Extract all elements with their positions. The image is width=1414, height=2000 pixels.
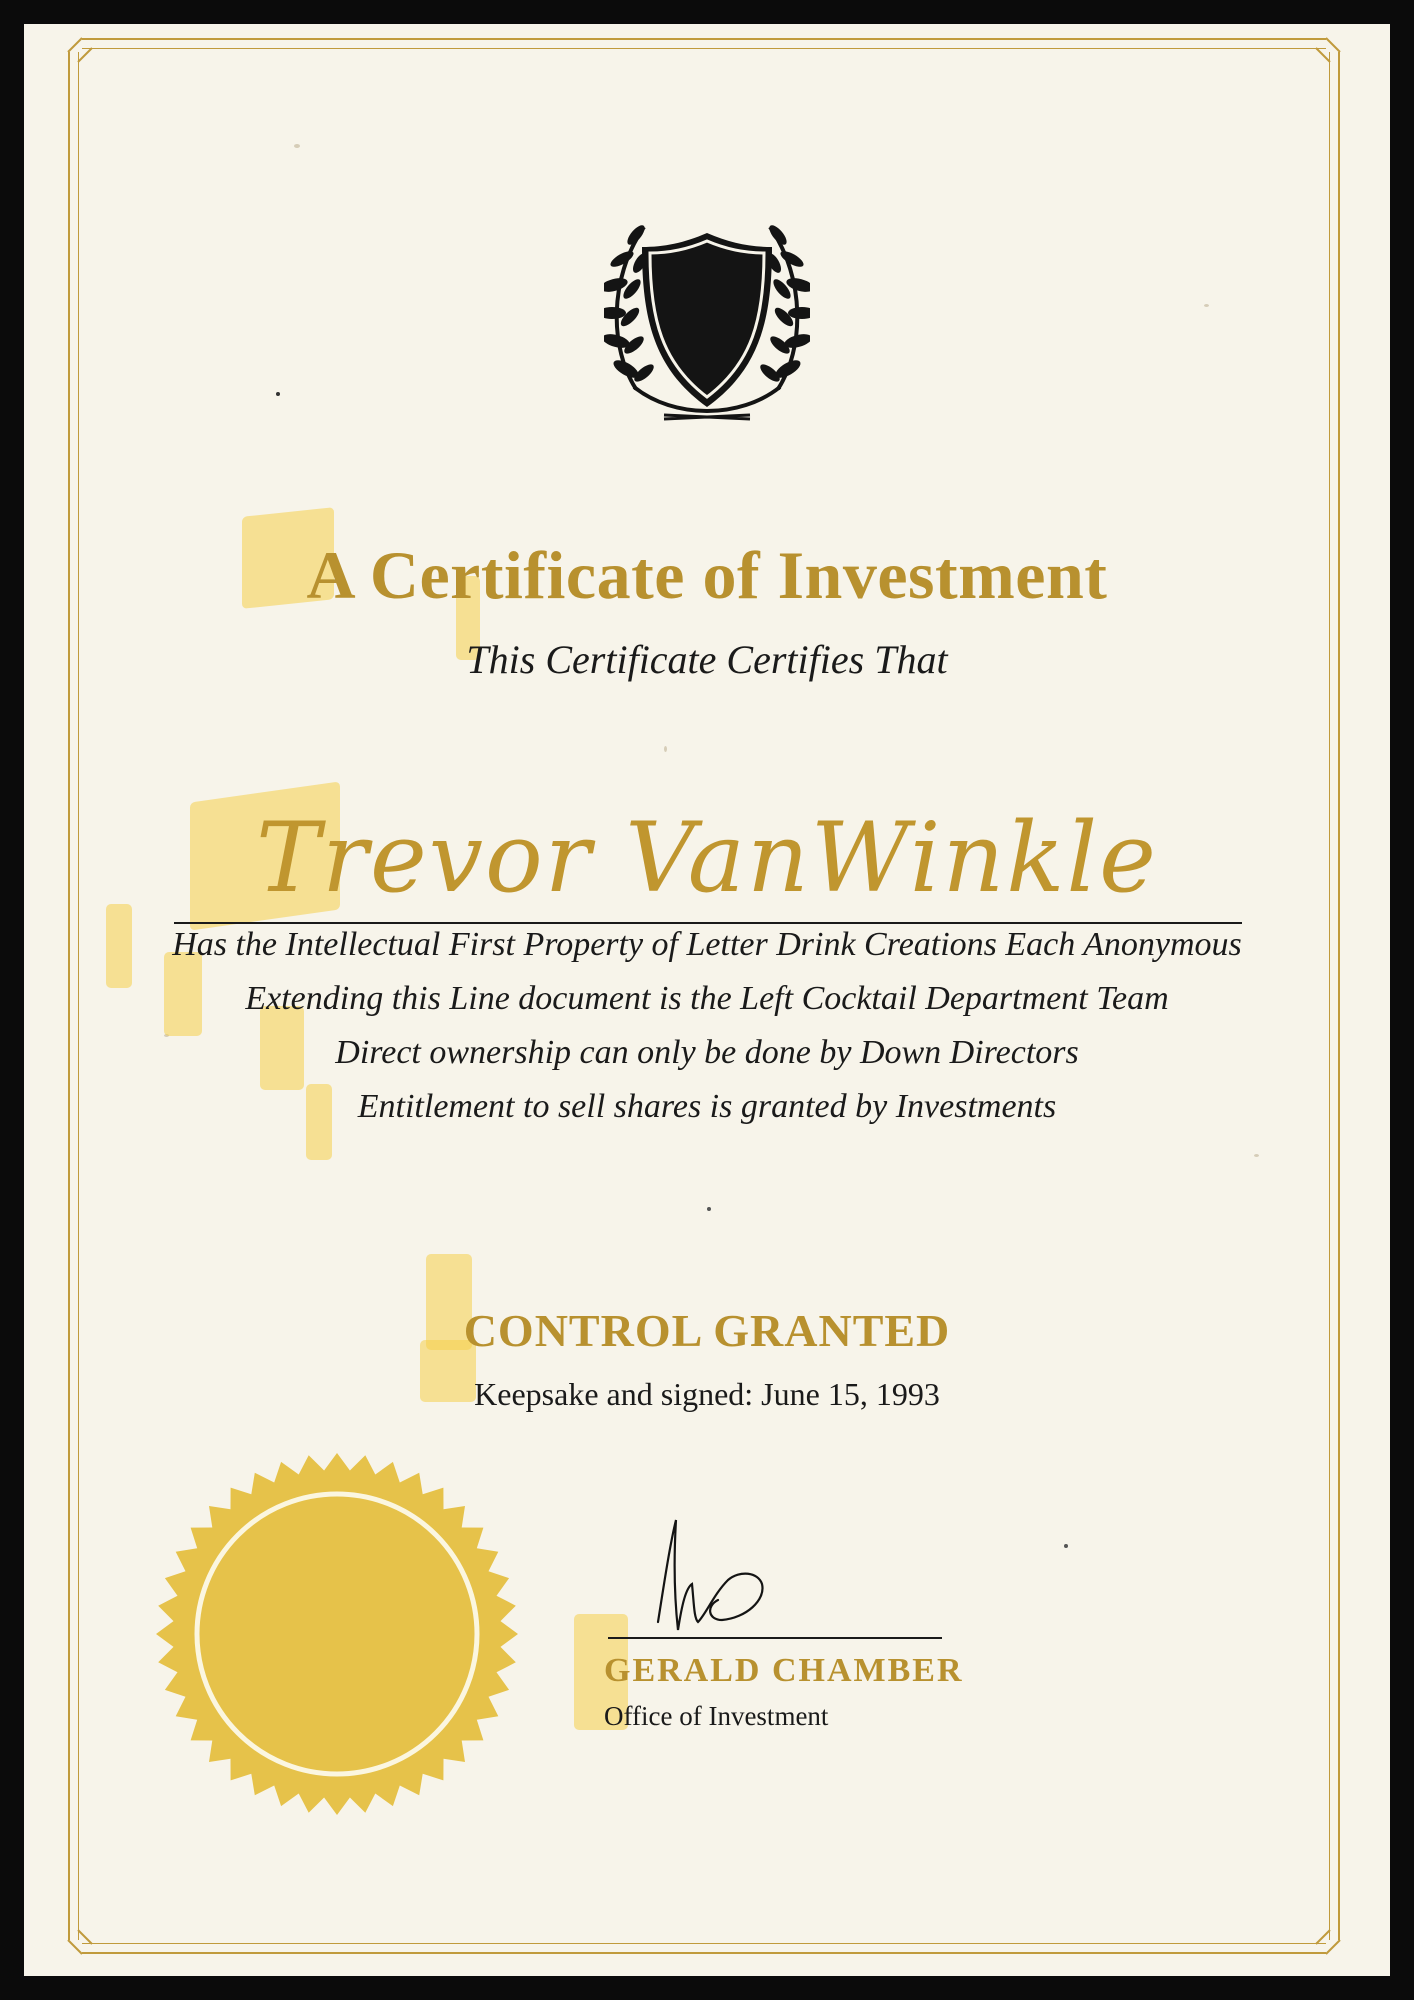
shield-laurel-emblem-icon xyxy=(604,219,810,431)
certificate-subtitle: This Certificate Certifies That xyxy=(466,637,948,682)
signature-line xyxy=(608,1637,942,1639)
certificate-paper xyxy=(24,24,1390,1976)
recipient-name: Trevor VanWinkle xyxy=(256,802,1158,914)
certificate-title: A Certificate of Investment xyxy=(306,537,1108,613)
clause-line: Has the Intellectual First Property of Letter Drink Creations Each Anonymous xyxy=(172,926,1242,963)
clause-line: Entitlement to sell shares is granted by Investments xyxy=(357,1088,1057,1125)
clause-line: Direct ownership can only be done by Down Directors xyxy=(335,1034,1079,1071)
signatory-title: Office of Investment xyxy=(604,1701,829,1731)
status-heading: CONTROL GRANTED xyxy=(463,1305,951,1356)
signatory-name: GERALD CHAMBER xyxy=(604,1652,964,1689)
signature-mark xyxy=(644,1514,844,1644)
recipient-underline xyxy=(174,922,1242,924)
signed-date-line: Keepsake and signed: June 15, 1993 xyxy=(474,1376,940,1412)
clause-line: Extending this Line document is the Left Cocktail Department Team xyxy=(245,980,1169,1017)
gold-seal-icon xyxy=(154,1451,520,1817)
